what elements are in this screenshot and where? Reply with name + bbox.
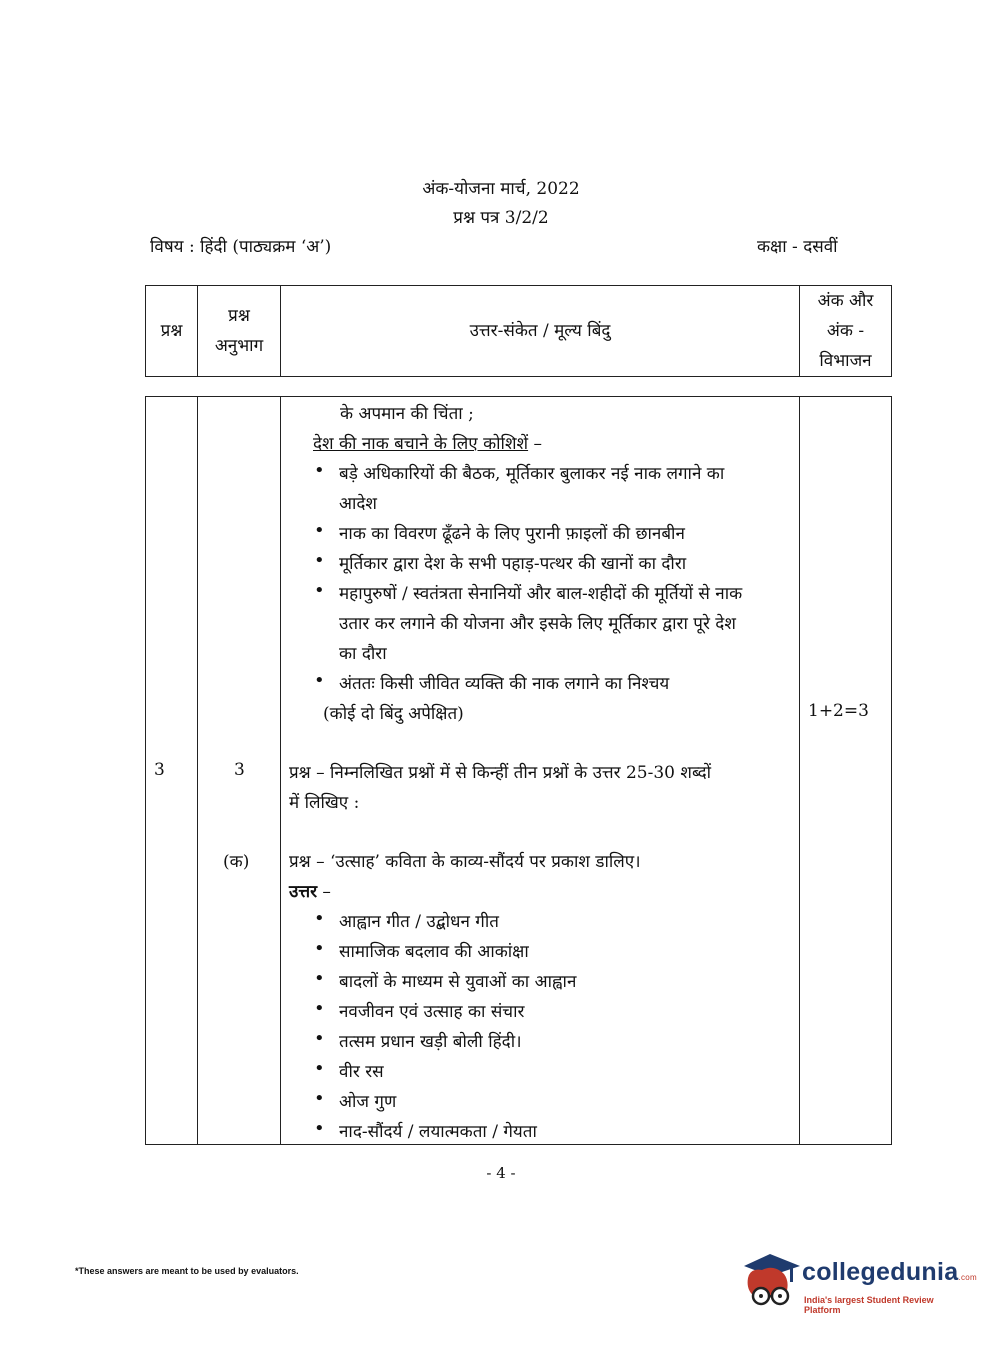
page-number: - 4 - [486,1164,516,1182]
marks-value: 1+2=3 [808,701,869,721]
marks-cell [800,397,892,1145]
col-answer-hints: उत्तर-संकेत / मूल्य बिंदु [281,286,800,377]
logo-name: collegedunia [802,1258,959,1286]
bullet-icon: • [314,1058,325,1079]
col-question: प्रश्न [146,286,198,377]
list-item: का दौरा [339,644,387,664]
bullet-icon: • [314,460,325,481]
list-item: आदेश [339,494,377,514]
logo-wordmark [802,1258,977,1287]
bullet-icon: • [314,998,325,1019]
bullet-icon: • [314,1118,325,1139]
answer-point: सामाजिक बदलाव की आकांक्षा [339,942,529,962]
dash: – [317,882,331,902]
col-marks [800,286,892,377]
question-cell [146,397,198,1145]
list-item: अंततः किसी जीवित व्यक्ति की नाक लगाने का निश्चय [339,674,670,694]
sub-section: (क) [223,852,250,872]
text-line: के अपमान की चिंता ; [340,404,474,424]
list-item: मूर्तिकार द्वारा देश के सभी पहाड़-पत्थर की खानों का दौरा [339,554,687,574]
answer-label [289,879,331,902]
answer-point: आह्वान गीत / उद्बोधन गीत [339,912,499,932]
col-marks-line1: अंक और [817,291,874,311]
table-header [145,285,892,377]
col-section-line2: अनुभाग [214,336,264,356]
class-label: कक्षा - दसवीं [757,237,838,257]
list-item: नाक का विवरण ढूँढने के लिए पुरानी फ़ाइलों की छानबीन [339,524,685,544]
list-item: महापुरुषों / स्वतंत्रता सेनानियों और बाल-शहीदों की मूर्तियों से नाक [339,584,743,604]
logo-tagline: India's largest Student Review Platform [804,1295,934,1315]
col-marks-line3: विभाजन [819,351,872,371]
answer-point: बादलों के माध्यम से युवाओं का आह्वान [339,972,577,992]
list-item: बड़े अधिकारियों की बैठक, मूर्तिकार बुलाकर नई नाक लगाने का [339,464,725,484]
bullet-icon: • [314,938,325,959]
bullet-icon: • [314,520,325,541]
bullet-icon: • [314,580,325,601]
text-line [313,431,542,454]
answer-label-bold: उत्तर [289,882,318,902]
bullet-icon: • [314,908,325,929]
paper-code: प्रश्न पत्र 3/2/2 [453,208,549,228]
underlined-heading: देश की नाक बचाने के लिए कोशिशें [313,434,529,454]
answer-point: तत्सम प्रधान खड़ी बोली हिंदी। [339,1032,522,1052]
bullet-icon: • [314,1028,325,1049]
answer-point: नवजीवन एवं उत्साह का संचार [339,1002,525,1022]
document-title: अंक-योजना मार्च, 2022 [422,179,580,199]
collegedunia-logo [740,1250,977,1320]
bullet-icon: • [314,968,325,989]
sub-question-text: प्रश्न – ‘उत्साह’ कविता के काव्य-सौंदर्य पर प्रकाश डालिए। [289,852,641,872]
question-text: में लिखिए : [289,793,360,813]
note: (कोई दो बिंदु अपेक्षित) [323,704,464,724]
question-number: 3 [154,760,165,780]
col-section-line1: प्रश्न [228,306,250,326]
dash: – [528,434,542,454]
answer-cell [281,397,800,1145]
list-item: उतार कर लगाने की योजना और इसके लिए मूर्तिकार द्वारा पूरे देश [339,614,736,634]
footnote: *These answers are meant to be used by evaluators. [75,1266,299,1276]
graduate-mascot-icon [740,1250,804,1314]
answer-point: नाद-सौंदर्य / लयात्मकता / गेयता [339,1122,537,1142]
section-cell [198,397,281,1145]
bullet-icon: • [314,550,325,571]
subject-label: विषय : हिंदी (पाठ्यक्रम ‘अ’) [150,237,332,257]
col-section [198,286,281,377]
answer-point: वीर रस [339,1062,384,1082]
question-text: प्रश्न – निम्नलिखित प्रश्नों में से किन्हीं तीन प्रश्नों के उत्तर 25-30 शब्दों [289,763,712,783]
bullet-icon: • [314,1088,325,1109]
section-number: 3 [234,760,245,780]
col-marks-line2: अंक - [826,321,865,341]
bullet-icon: • [314,670,325,691]
answer-point: ओज गुण [339,1092,397,1112]
table-body [145,396,892,1145]
logo-suffix: .com [958,1273,977,1282]
